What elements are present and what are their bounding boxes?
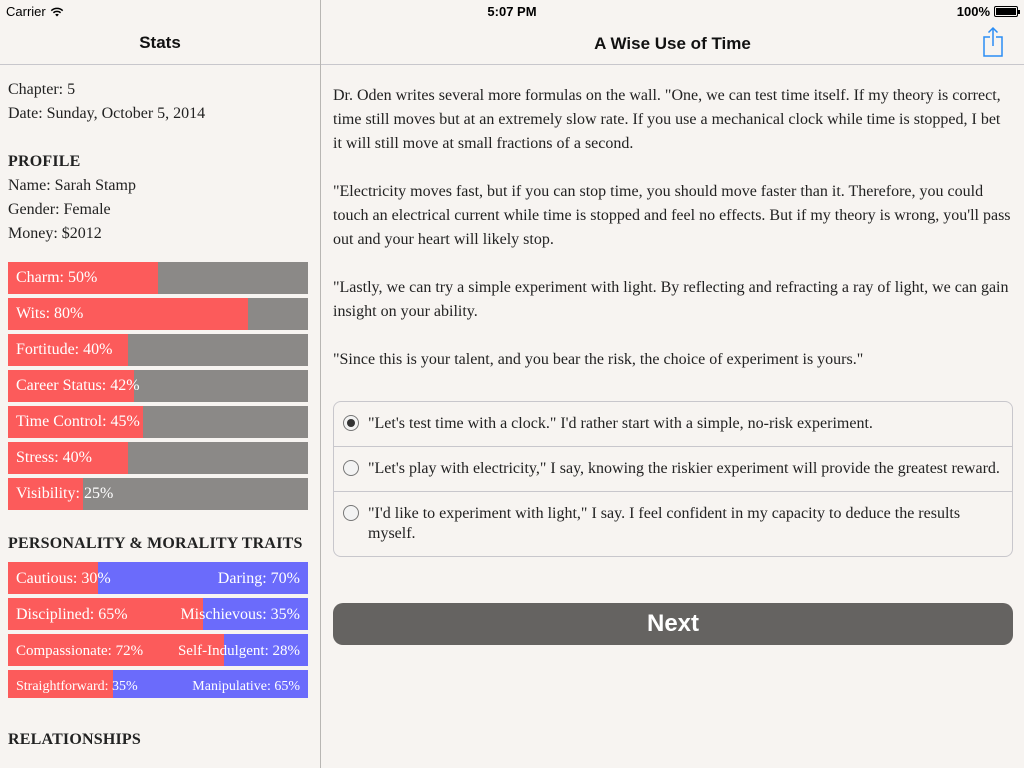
split-divider <box>320 0 321 768</box>
trait-bars <box>8 562 308 698</box>
stat-bar-career-status: Career Status: 42% <box>8 370 308 402</box>
stat-bar-charm: Charm: 50% <box>8 262 308 294</box>
stat-bar-wits: Wits: 80% <box>8 298 308 330</box>
profile-heading: PROFILE <box>8 153 81 170</box>
battery-icon <box>994 6 1018 17</box>
stats-panel[interactable] <box>8 66 308 768</box>
choice-text: "Let's play with electricity," I say, knowing the riskier experiment will provide the greatest reward. <box>368 460 1000 477</box>
radio-icon[interactable] <box>343 415 359 431</box>
name-text: Name: Sarah Stamp <box>8 177 136 194</box>
trait-bar-compassionate-selfindulgent: Compassionate: 72% Self-Indulgent: 28% <box>8 634 308 666</box>
clock: 5:07 PM <box>487 4 537 19</box>
trait-bar-cautious-daring: Cautious: 30% Daring: 70% <box>8 562 308 594</box>
story-text <box>333 84 1013 396</box>
story-header <box>321 22 1024 65</box>
stat-bar-stress: Stress: 40% <box>8 442 308 474</box>
status-bar <box>0 0 1024 22</box>
traits-heading: PERSONALITY & MORALITY TRAITS <box>8 535 303 552</box>
choice-text: "I'd like to experiment with light," I say. I feel confident in my capacity to deduce the results myself. <box>368 505 961 542</box>
story-title: A Wise Use of Time <box>594 34 751 53</box>
choice-light[interactable] <box>334 492 1012 556</box>
date-text: Date: Sunday, October 5, 2014 <box>8 105 206 122</box>
battery-percent: 100% <box>956 4 990 19</box>
stats-title: Stats <box>139 33 181 52</box>
gender-text: Gender: Female <box>8 201 111 218</box>
stat-bar-fortitude: Fortitude: 40% <box>8 334 308 366</box>
next-button[interactable] <box>333 603 1013 645</box>
stats-header <box>0 22 320 65</box>
battery-info <box>957 4 1018 19</box>
share-icon[interactable] <box>980 26 1006 58</box>
radio-icon[interactable] <box>343 505 359 521</box>
choice-electricity[interactable] <box>334 447 1012 492</box>
choice-text: "Let's test time with a clock." I'd rather start with a simple, no-risk experiment. <box>368 415 873 432</box>
stat-bar-time-control: Time Control: 45% <box>8 406 308 438</box>
next-label: Next <box>646 610 700 637</box>
carrier-label: Carrier <box>6 4 46 19</box>
choice-clock[interactable] <box>334 402 1012 447</box>
radio-icon[interactable] <box>343 460 359 476</box>
story-paragraph: "Lastly, we can try a simple experiment with light. By reflecting and refracting a ray of light, we can gain insight on your ability. <box>333 279 1009 320</box>
relationships-heading: RELATIONSHIPS <box>8 731 142 748</box>
story-paragraph: "Since this is your talent, and you bear the risk, the choice of experiment is yours." <box>333 351 864 368</box>
story-paragraph: "Electricity moves fast, but if you can stop time, you should move faster than it. Therefore, you could touch an electrical current while time is stopped and feel no effects. But if my theory is wrong, you'll pass out and your heart will likely stop. <box>333 183 1011 248</box>
choice-list <box>333 401 1013 557</box>
trait-bar-disciplined-mischievous: Disciplined: 65% Mischievous: 35% <box>8 598 308 630</box>
stat-bars <box>8 262 308 510</box>
money-text: Money: $2012 <box>8 225 102 242</box>
trait-bar-straightforward-manipulative: Straightforward: 35% Manipulative: 65% <box>8 670 308 698</box>
stat-bar-visibility: Visibility: 25% <box>8 478 308 510</box>
story-paragraph: Dr. Oden writes several more formulas on the wall. "One, we can test time itself. If my theory is correct, time still moves but at an extremely slow rate. If you use a mechanical clock while time is stopped, I bet it will still move at small fractions of a second. <box>333 87 1001 152</box>
chapter-text: Chapter: 5 <box>8 81 76 98</box>
